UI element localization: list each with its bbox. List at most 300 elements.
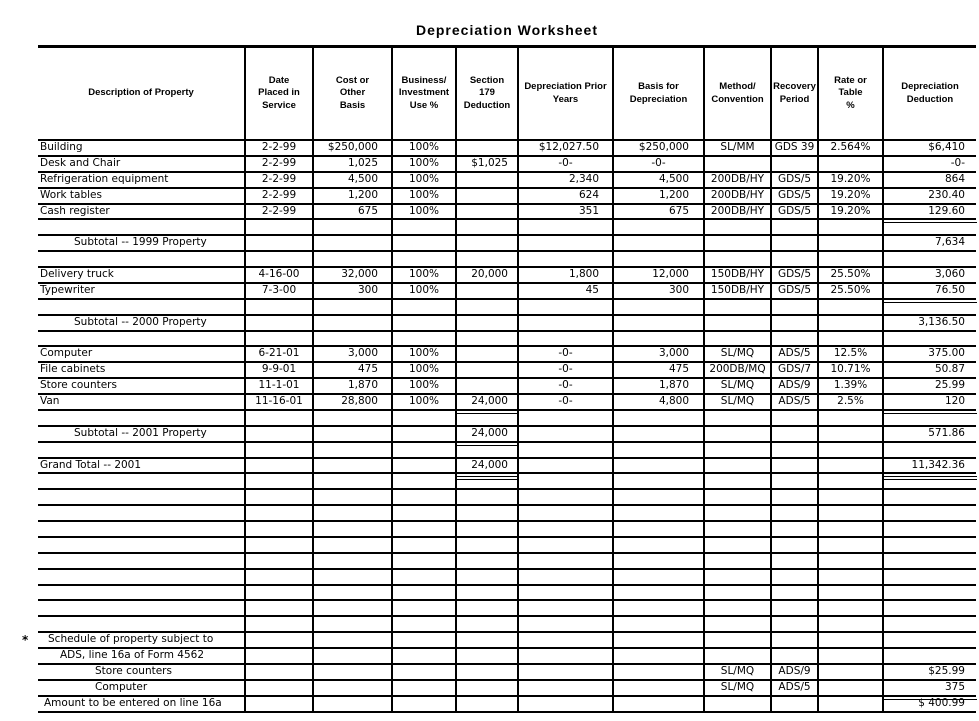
table-cell	[770, 474, 817, 490]
table-cell	[517, 300, 612, 316]
table-cell	[703, 220, 770, 236]
table-cell	[612, 506, 703, 522]
table-cell	[882, 538, 976, 554]
table-header-row	[38, 45, 976, 141]
table-cell	[517, 649, 612, 665]
table-cell	[817, 459, 882, 475]
table-cell	[817, 443, 882, 459]
table-cell: 25.50%	[817, 268, 882, 284]
table-cell	[391, 554, 455, 570]
table-cell	[391, 649, 455, 665]
table-cell	[244, 411, 312, 427]
table-cell	[770, 586, 817, 602]
table-cell	[455, 236, 517, 252]
table-cell	[38, 252, 244, 268]
table-cell	[391, 633, 455, 649]
table-cell	[244, 490, 312, 506]
table-cell	[517, 554, 612, 570]
column-header-depreciation-prior-years: Depreciation Prior Years	[517, 48, 612, 139]
table-cell: 6-21-01	[244, 347, 312, 363]
table-cell	[517, 332, 612, 348]
table-cell	[612, 411, 703, 427]
table-cell	[817, 538, 882, 554]
table-cell	[244, 316, 312, 332]
table-cell	[770, 252, 817, 268]
table-cell	[244, 617, 312, 633]
table-cell: 19.20%	[817, 205, 882, 221]
table-cell: Delivery truck	[38, 268, 244, 284]
table-cell	[455, 570, 517, 586]
table-cell	[770, 427, 817, 443]
table-cell: 24,000	[455, 395, 517, 411]
table-cell	[612, 490, 703, 506]
table-cell	[770, 220, 817, 236]
table-cell: 19.20%	[817, 189, 882, 205]
table-cell	[455, 189, 517, 205]
table-cell	[770, 411, 817, 427]
table-cell	[244, 649, 312, 665]
table-cell: 12,000	[612, 268, 703, 284]
table-cell	[612, 252, 703, 268]
table-cell	[391, 586, 455, 602]
table-cell: -0-	[882, 157, 976, 173]
table-cell	[770, 570, 817, 586]
table-cell	[312, 474, 391, 490]
table-cell	[391, 474, 455, 490]
table-cell: $12,027.50	[517, 141, 612, 157]
table-cell	[244, 554, 312, 570]
table-cell	[244, 220, 312, 236]
table-cell: 120	[882, 395, 976, 411]
table-cell	[312, 570, 391, 586]
table-cell	[391, 443, 455, 459]
table-cell: -0-	[517, 395, 612, 411]
column-header-cost-or-other-basis: Cost or Other Basis	[312, 48, 391, 139]
table-cell	[612, 633, 703, 649]
table-cell	[391, 601, 455, 617]
table-cell	[703, 427, 770, 443]
table-cell	[455, 665, 517, 681]
table-cell	[612, 220, 703, 236]
table-cell	[391, 427, 455, 443]
table-cell	[312, 554, 391, 570]
table-cell	[38, 411, 244, 427]
table-cell	[770, 490, 817, 506]
table-cell	[455, 538, 517, 554]
table-cell	[312, 665, 391, 681]
table-cell: 2.564%	[817, 141, 882, 157]
table-cell: File cabinets	[38, 363, 244, 379]
table-cell	[770, 649, 817, 665]
table-cell	[770, 633, 817, 649]
table-cell: ADS/9	[770, 665, 817, 681]
table-cell	[882, 586, 976, 602]
table-cell	[770, 157, 817, 173]
table-cell	[455, 681, 517, 697]
table-cell	[612, 601, 703, 617]
table-cell: $250,000	[312, 141, 391, 157]
table-cell	[312, 697, 391, 713]
table-cell: 100%	[391, 284, 455, 300]
table-cell	[38, 443, 244, 459]
table-cell	[455, 284, 517, 300]
table-cell: Subtotal -- 1999 Property	[38, 236, 244, 252]
table-cell	[391, 490, 455, 506]
table-cell	[455, 601, 517, 617]
table-cell	[244, 633, 312, 649]
table-cell: -0-	[517, 363, 612, 379]
table-cell	[455, 347, 517, 363]
table-cell	[244, 506, 312, 522]
table-cell	[612, 681, 703, 697]
table-cell	[391, 617, 455, 633]
table-cell	[517, 506, 612, 522]
table-cell	[817, 586, 882, 602]
table-cell: Amount to be entered on line 16a	[38, 697, 244, 713]
table-cell: ADS/5	[770, 395, 817, 411]
table-cell: $1,025	[455, 157, 517, 173]
table-cell: Computer	[38, 347, 244, 363]
table-cell: $ 400.99	[882, 697, 976, 713]
table-cell	[770, 459, 817, 475]
table-cell	[312, 411, 391, 427]
table-cell: SL/MQ	[703, 347, 770, 363]
table-cell	[517, 665, 612, 681]
table-cell	[312, 649, 391, 665]
table-cell	[612, 300, 703, 316]
table-cell: 20,000	[455, 268, 517, 284]
table-cell: $6,410	[882, 141, 976, 157]
table-cell	[312, 522, 391, 538]
table-cell: 3,136.50	[882, 316, 976, 332]
table-cell	[517, 459, 612, 475]
table-cell	[882, 554, 976, 570]
table-cell	[517, 474, 612, 490]
table-cell: 25.99	[882, 379, 976, 395]
table-cell	[703, 633, 770, 649]
table-cell	[391, 570, 455, 586]
table-cell: 300	[612, 284, 703, 300]
table-cell: 2-2-99	[244, 205, 312, 221]
table-cell	[817, 506, 882, 522]
table-cell: $25.99	[882, 665, 976, 681]
table-cell	[817, 220, 882, 236]
table-cell	[770, 617, 817, 633]
table-cell	[244, 586, 312, 602]
table-cell: 10.71%	[817, 363, 882, 379]
table-cell: 11-16-01	[244, 395, 312, 411]
table-cell: 1,800	[517, 268, 612, 284]
table-cell	[38, 300, 244, 316]
table-cell	[455, 633, 517, 649]
table-cell	[703, 157, 770, 173]
table-cell: SL/MQ	[703, 395, 770, 411]
table-cell: 1,200	[612, 189, 703, 205]
table-cell: 200DB/HY	[703, 173, 770, 189]
table-cell	[244, 522, 312, 538]
table-cell	[882, 649, 976, 665]
table-body	[38, 141, 976, 713]
footnote-asterisk: *	[22, 633, 29, 647]
table-cell: 624	[517, 189, 612, 205]
table-cell	[770, 601, 817, 617]
table-cell: Grand Total -- 2001	[38, 459, 244, 475]
table-cell	[882, 633, 976, 649]
table-cell	[517, 617, 612, 633]
table-cell	[770, 538, 817, 554]
table-cell	[770, 236, 817, 252]
table-cell	[455, 173, 517, 189]
table-cell: 300	[312, 284, 391, 300]
table-cell	[817, 236, 882, 252]
table-cell: SL/MM	[703, 141, 770, 157]
page-title: Depreciation Worksheet	[415, 22, 598, 38]
table-cell: 32,000	[312, 268, 391, 284]
table-cell: 2.5%	[817, 395, 882, 411]
table-cell	[703, 332, 770, 348]
table-cell	[770, 522, 817, 538]
table-cell: 76.50	[882, 284, 976, 300]
table-cell: SL/MQ	[703, 681, 770, 697]
table-cell	[391, 459, 455, 475]
table-cell: 150DB/HY	[703, 284, 770, 300]
table-cell	[817, 332, 882, 348]
table-cell: 2-2-99	[244, 157, 312, 173]
table-cell	[517, 538, 612, 554]
table-cell	[38, 617, 244, 633]
table-cell	[455, 379, 517, 395]
table-cell: ADS, line 16a of Form 4562	[38, 649, 244, 665]
table-cell	[38, 586, 244, 602]
table-cell	[38, 490, 244, 506]
table-cell	[38, 554, 244, 570]
table-cell	[312, 506, 391, 522]
table-cell: Work tables	[38, 189, 244, 205]
table-cell	[817, 601, 882, 617]
table-cell	[703, 490, 770, 506]
table-cell	[455, 205, 517, 221]
table-cell	[38, 220, 244, 236]
table-cell	[455, 522, 517, 538]
table-cell	[770, 506, 817, 522]
table-cell: SL/MQ	[703, 379, 770, 395]
table-cell	[38, 570, 244, 586]
table-cell: 24,000	[455, 427, 517, 443]
table-cell: 100%	[391, 141, 455, 157]
table-cell	[455, 490, 517, 506]
table-cell	[817, 300, 882, 316]
table-cell	[612, 332, 703, 348]
table-cell: 45	[517, 284, 612, 300]
table-cell: 100%	[391, 205, 455, 221]
table-cell	[882, 252, 976, 268]
table-cell: 7-3-00	[244, 284, 312, 300]
table-cell	[882, 490, 976, 506]
table-cell	[882, 506, 976, 522]
table-cell	[817, 411, 882, 427]
table-cell: 100%	[391, 189, 455, 205]
column-header-section-179-deduction: Section 179 Deduction	[455, 48, 517, 139]
table-cell	[455, 554, 517, 570]
table-cell: 19.20%	[817, 173, 882, 189]
table-cell	[612, 316, 703, 332]
table-cell	[882, 443, 976, 459]
column-header-recovery-period: Recovery Period	[770, 48, 817, 139]
column-header-date-placed-in-service: Date Placed in Service	[244, 48, 312, 139]
table-cell: 100%	[391, 395, 455, 411]
table-cell	[817, 617, 882, 633]
table-cell: 50.87	[882, 363, 976, 379]
table-cell	[455, 617, 517, 633]
table-cell: Van	[38, 395, 244, 411]
table-cell: 2-2-99	[244, 173, 312, 189]
table-cell	[517, 427, 612, 443]
table-cell	[817, 697, 882, 713]
table-cell	[391, 681, 455, 697]
table-cell	[244, 601, 312, 617]
table-cell	[312, 633, 391, 649]
table-cell	[455, 332, 517, 348]
table-cell	[703, 459, 770, 475]
table-cell: 12.5%	[817, 347, 882, 363]
table-cell	[244, 681, 312, 697]
table-cell	[455, 506, 517, 522]
table-cell: Schedule of property subject to	[38, 633, 244, 649]
table-cell	[703, 617, 770, 633]
table-cell: GDS/5	[770, 205, 817, 221]
table-cell: Store counters	[38, 665, 244, 681]
table-cell	[817, 490, 882, 506]
table-cell	[312, 538, 391, 554]
table-cell	[612, 586, 703, 602]
table-cell: SL/MQ	[703, 665, 770, 681]
table-cell	[703, 300, 770, 316]
table-cell	[770, 316, 817, 332]
column-header-business-investment-use: Business/ Investment Use %	[391, 48, 455, 139]
table-cell	[38, 601, 244, 617]
table-cell: 675	[312, 205, 391, 221]
table-cell	[517, 570, 612, 586]
table-cell: 129.60	[882, 205, 976, 221]
table-cell: 200DB/MQ	[703, 363, 770, 379]
table-cell	[312, 427, 391, 443]
table-cell: Store counters	[38, 379, 244, 395]
table-cell	[517, 697, 612, 713]
table-cell: 675	[612, 205, 703, 221]
table-cell: ADS/9	[770, 379, 817, 395]
table-cell	[244, 697, 312, 713]
table-cell	[703, 522, 770, 538]
table-cell: -0-	[517, 379, 612, 395]
table-cell: -0-	[517, 157, 612, 173]
table-cell: 1,200	[312, 189, 391, 205]
table-cell	[517, 443, 612, 459]
table-cell	[703, 554, 770, 570]
table-cell: 1,870	[612, 379, 703, 395]
table-cell	[244, 570, 312, 586]
table-cell: 3,000	[612, 347, 703, 363]
table-cell: 2-2-99	[244, 189, 312, 205]
table-cell	[817, 570, 882, 586]
table-cell: -0-	[612, 157, 703, 173]
table-cell	[612, 459, 703, 475]
table-cell: Building	[38, 141, 244, 157]
table-cell: Typewriter	[38, 284, 244, 300]
table-cell	[817, 665, 882, 681]
table-cell	[244, 427, 312, 443]
table-cell	[244, 474, 312, 490]
table-cell: 571.86	[882, 427, 976, 443]
table-cell	[770, 554, 817, 570]
table-cell	[770, 300, 817, 316]
table-cell	[612, 554, 703, 570]
table-cell: Cash register	[38, 205, 244, 221]
table-cell	[882, 570, 976, 586]
table-cell	[517, 316, 612, 332]
table-cell	[391, 697, 455, 713]
table-cell: Subtotal -- 2001 Property	[38, 427, 244, 443]
table-cell: 4,500	[312, 173, 391, 189]
table-cell	[612, 236, 703, 252]
table-cell	[455, 141, 517, 157]
table-cell	[770, 332, 817, 348]
column-header-method-convention: Method/ Convention	[703, 48, 770, 139]
table-cell: 200DB/HY	[703, 205, 770, 221]
table-cell: -0-	[517, 347, 612, 363]
table-cell: 100%	[391, 379, 455, 395]
table-cell	[612, 443, 703, 459]
table-cell	[703, 601, 770, 617]
table-cell	[391, 522, 455, 538]
table-cell	[703, 649, 770, 665]
table-cell	[703, 411, 770, 427]
table-cell	[38, 506, 244, 522]
table-cell: 28,800	[312, 395, 391, 411]
table-cell	[612, 474, 703, 490]
table-cell	[455, 586, 517, 602]
table-cell: GDS/5	[770, 268, 817, 284]
table-cell	[391, 316, 455, 332]
table-cell: Desk and Chair	[38, 157, 244, 173]
table-cell: 3,000	[312, 347, 391, 363]
table-cell: 375	[882, 681, 976, 697]
table-cell	[703, 316, 770, 332]
table-cell: 24,000	[455, 459, 517, 475]
table-cell: 11-1-01	[244, 379, 312, 395]
table-cell: 351	[517, 205, 612, 221]
table-cell	[455, 697, 517, 713]
table-cell: 100%	[391, 157, 455, 173]
table-cell	[770, 697, 817, 713]
table-cell	[703, 697, 770, 713]
table-cell	[517, 601, 612, 617]
table-cell	[612, 522, 703, 538]
table-cell	[817, 554, 882, 570]
table-cell: 375.00	[882, 347, 976, 363]
table-cell	[612, 617, 703, 633]
table-cell: GDS 39	[770, 141, 817, 157]
table-cell	[244, 332, 312, 348]
table-cell: GDS/5	[770, 284, 817, 300]
table-cell	[882, 332, 976, 348]
table-cell	[703, 570, 770, 586]
table-cell	[391, 538, 455, 554]
table-cell	[703, 236, 770, 252]
column-header-description: Description of Property	[88, 87, 194, 99]
table-cell: 200DB/HY	[703, 189, 770, 205]
table-cell	[312, 601, 391, 617]
table-cell	[612, 649, 703, 665]
